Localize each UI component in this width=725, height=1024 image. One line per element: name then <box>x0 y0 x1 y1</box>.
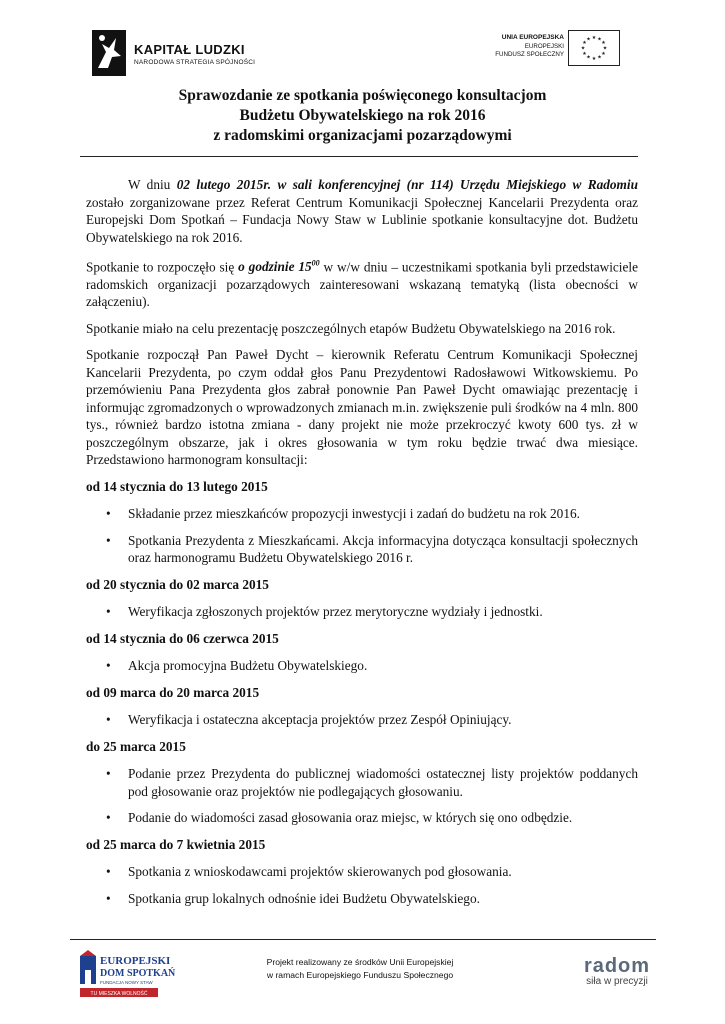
svg-text:★: ★ <box>591 35 597 41</box>
schedule-date-heading: do 25 marca 2015 <box>86 738 186 754</box>
schedule-item-list <box>86 505 638 567</box>
svg-text:★: ★ <box>580 45 586 52</box>
schedule-item: • Składanie przez mieszkańców propozycji inwestycji i zadań do budżetu na rok 2016. <box>86 505 638 523</box>
svg-text:★: ★ <box>586 36 591 43</box>
schedule-item: • Weryfikacja i ostateczna akceptacja projektów przez Zespół Opiniujący. <box>86 711 638 729</box>
eds-logo-tag: TU MIESZKA WOLNOŚĆ <box>90 991 148 997</box>
paragraph-meeting-purpose: Spotkanie miało na celu prezentację poszczególnych etapów Budżetu Obywatelskiego na 2016 rok. <box>86 320 616 336</box>
title-line-2: Budżetu Obywatelskiego na rok 2016 <box>239 107 486 124</box>
title-line-1: Sprawozdanie ze spotkania poświęconego konsultacjom <box>178 87 547 104</box>
paragraph-meeting-course: Spotkanie rozpoczął Pan Paweł Dycht – kierownik Referatu Centrum Komunikacji Społecznej Kancelarii Prezydenta, po czym oddał głos Panu Prezydentowi Radosławowi Witkowskiemu. Po przemówieniu Pana Prezydenta głos zabrał ponownie Pan Paweł Dycht omawiając prezentację i informując zgromadzonych o wprowadzonych zmianach m.in. zwiększenie puli środków na 4 mln. 800 tys., również bardzo istotna zmiana - dany projekt nie może przekroczyć kwoty 600 tys. zł w poszczególnym obszarze, jak i okres głosowania w tym roku będzie trwać dwa miesiące. Przedstawiono harmonogram konsultacji: <box>86 347 638 468</box>
eds-logo-line3: FUNDACJA NOWY STAW <box>100 980 153 985</box>
footer-funding-note <box>230 956 490 982</box>
radom-logo <box>572 956 662 990</box>
eu-flag-icon <box>568 30 620 66</box>
document-title <box>80 86 645 146</box>
eu-logo <box>478 30 620 66</box>
meeting-date-location: 02 lutego 2015r. w sali konferencyjnej (nr 114) Urzędu Miejskiego w Radomiu <box>176 177 638 192</box>
schedule-item-list <box>86 603 638 621</box>
schedule-item: • Podanie do wiadomości zasad głosowania oraz miejsc, w których się ono odbędzie. <box>86 809 638 827</box>
schedule-date-heading: od 20 stycznia do 02 marca 2015 <box>86 576 269 592</box>
schedule-date-heading: od 09 marca do 20 marca 2015 <box>86 684 260 700</box>
radom-logo-tagline: siła w precyzji <box>586 976 648 987</box>
consultation-schedule <box>86 478 638 908</box>
document-body <box>86 176 638 916</box>
svg-text:★: ★ <box>597 36 602 43</box>
footer-funding-line2: w ramach Europejskiego Funduszu Społecznego <box>266 970 454 980</box>
eds-logo-line1: EUROPEJSKI <box>100 955 171 967</box>
kapital-ludzki-logo <box>92 30 262 78</box>
svg-text:★: ★ <box>582 40 587 46</box>
schedule-item: • Spotkania Prezydenta z Mieszkańcami. Akcja informacyjna dotycząca konsultacji społecznych oraz harmonogramu Budżetu Obywatelskiego 2016 r. <box>86 532 638 567</box>
kapital-ludzki-mark-icon <box>92 30 126 76</box>
footer-funding-line1: Projekt realizowany ze środków Unii Europejskiej <box>266 957 454 967</box>
eds-logo-line2: DOM SPOTKAŃ <box>100 968 176 979</box>
schedule-date-heading: od 25 marca do 7 kwietnia 2015 <box>86 836 266 852</box>
svg-text:★: ★ <box>601 40 606 46</box>
svg-text:★: ★ <box>602 45 608 52</box>
schedule-item-list <box>86 657 638 675</box>
paragraph-meeting-date: W dniu 02 lutego 2015r. w sali konferencyjnej (nr 114) Urzędu Miejskiego w Radomiu zostało zorganizowane przez Referat Centrum Komunikacji Społecznej Kancelarii Prezydenta oraz Europejski Dom Spotkań – Fundacja Nowy Staw w Lublinie spotkanie konsultacyjne dot. Budżetu Obywatelskiego na rok 2016. <box>86 177 638 245</box>
svg-text:★: ★ <box>597 54 602 61</box>
schedule-item: • Akcja promocyjna Budżetu Obywatelskiego. <box>86 657 638 675</box>
meeting-time-minutes: 00 <box>311 259 320 268</box>
schedule-item: • Podanie przez Prezydenta do publicznej wiadomości ostatecznej listy projektów poddanych pod głosowanie oraz projektów nie podlegających głosowaniu. <box>86 765 638 800</box>
radom-logo-word: radom <box>583 955 651 977</box>
eu-logo-line1: UNIA EUROPEJSKA <box>501 34 564 41</box>
title-divider <box>80 156 638 157</box>
svg-text:★: ★ <box>591 56 597 62</box>
meeting-time: o godzinie 15 <box>238 259 312 275</box>
title-line-3: z radomskimi organizacjami pozarządowymi <box>213 127 512 144</box>
eu-logo-line3: FUNDUSZ SPOŁECZNY <box>495 51 564 58</box>
svg-text:★: ★ <box>601 51 606 57</box>
schedule-item: • Weryfikacja zgłoszonych projektów przez merytoryczne wydziały i jednostki. <box>86 603 638 621</box>
kapital-ludzki-subtitle: NARODOWA STRATEGIA SPÓJNOŚCI <box>134 59 256 66</box>
svg-text:★: ★ <box>582 51 587 57</box>
eu-logo-text <box>495 34 564 60</box>
schedule-item: • Spotkania grup lokalnych odnośnie idei Budżetu Obywatelskiego. <box>86 890 638 908</box>
schedule-date-heading: od 14 stycznia do 13 lutego 2015 <box>86 478 268 494</box>
kapital-ludzki-title: KAPITAŁ LUDZKI <box>134 42 245 57</box>
schedule-item-list <box>86 863 638 907</box>
eu-logo-line2: EUROPEJSKI <box>524 42 564 50</box>
footer-divider <box>70 939 656 940</box>
paragraph-meeting-time: Spotkanie to rozpoczęło się o godzinie $15^{00}$ w w/w dniu – uczestnikami spotkania byli przedstawiciele radomskich organizacji pozarządowych zainteresowani wskazaną tematyką (lista obecności w załączeniu). <box>86 259 638 310</box>
schedule-item-list <box>86 711 638 729</box>
schedule-date-heading: od 14 stycznia do 06 czerwca 2015 <box>86 630 279 646</box>
europejski-dom-spotkan-logo <box>78 950 188 1002</box>
svg-text:★: ★ <box>586 54 591 61</box>
schedule-item-list <box>86 765 638 827</box>
schedule-item: • Spotkania z wnioskodawcami projektów skierowanych pod głosowania. <box>86 863 638 881</box>
